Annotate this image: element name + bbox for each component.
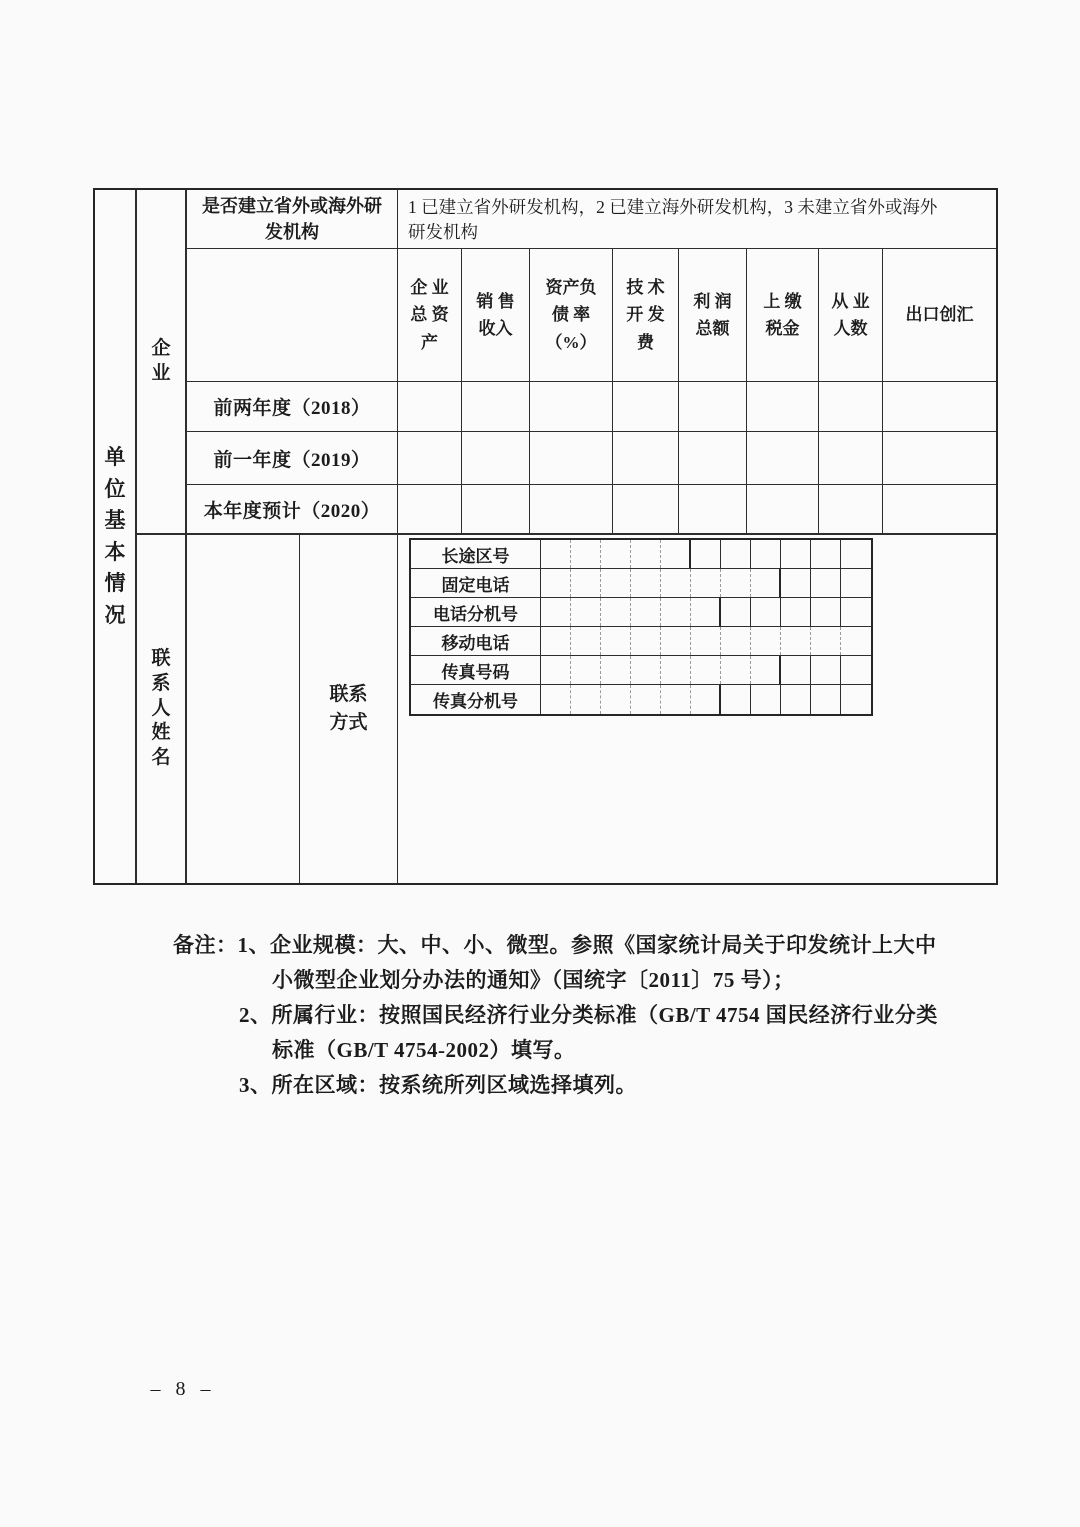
rd-institution-row <box>187 190 996 249</box>
phone-digit-cell <box>661 540 691 568</box>
year-row-label: 本年度预计（2020） <box>187 485 398 533</box>
phone-row <box>411 569 871 598</box>
phone-digit-cell <box>781 627 811 655</box>
phone-digit-cell <box>661 685 691 714</box>
data-entry-cell <box>530 432 613 484</box>
note-line: 标准（GB/T 4754-2002）填写。 <box>272 1038 576 1062</box>
phone-grid-area <box>398 535 996 883</box>
page-number: – 8 – <box>150 1378 216 1400</box>
phone-digit-cell <box>811 540 841 568</box>
phone-digit-cell <box>601 598 631 626</box>
rd-codes-cell: 1 已建立省外研发机构，2 已建立海外研发机构，3 未建立省外或海外 研发机构 <box>408 197 938 242</box>
metric-header-empty-cell <box>187 249 398 381</box>
phone-digit-cell <box>691 598 721 626</box>
year-row <box>187 382 996 432</box>
data-entry-cell <box>747 485 819 533</box>
phone-digit-cell <box>571 685 601 714</box>
phone-digit-cell <box>661 598 691 626</box>
data-entry-cell <box>462 432 530 484</box>
phone-grid <box>409 538 873 716</box>
phone-digit-cell <box>721 569 751 597</box>
phone-digit-cell <box>631 540 661 568</box>
phone-digit-cell <box>781 540 811 568</box>
note-line: 小微型企业划分办法的通知》（国统字〔2011〕75 号）； <box>272 968 795 992</box>
enterprise-section-label-cell <box>137 190 187 533</box>
phone-digit-cell <box>841 540 871 568</box>
year-row-label: 前一年度（2019） <box>187 432 398 484</box>
phone-row <box>411 656 871 685</box>
phone-digit-cell <box>811 627 841 655</box>
phone-digit-cell <box>841 685 871 714</box>
phone-digit-cell <box>571 627 601 655</box>
contact-section-label-cell <box>137 535 187 883</box>
phone-digit-cell <box>541 685 571 714</box>
phone-digit-cell <box>781 569 811 597</box>
phone-digit-cell <box>691 656 721 684</box>
phone-row <box>411 598 871 627</box>
phone-row-label: 长途区号 <box>411 540 541 568</box>
phone-row <box>411 540 871 569</box>
contact-section <box>137 535 996 883</box>
phone-digit-cell <box>751 598 781 626</box>
phone-digit-cell <box>541 540 571 568</box>
phone-row-label: 固定电话 <box>411 569 541 597</box>
phone-digit-cell <box>661 656 691 684</box>
phone-digit-cell <box>811 598 841 626</box>
phone-digit-cell <box>661 569 691 597</box>
metric-column-header: 技 术 开 发 费 <box>613 249 679 381</box>
phone-digit-cell <box>541 569 571 597</box>
phone-digit-cell <box>721 656 751 684</box>
phone-row-label: 传真分机号 <box>411 685 541 714</box>
data-entry-cell <box>398 432 462 484</box>
phone-row <box>411 685 871 714</box>
phone-digit-cell <box>751 685 781 714</box>
data-entry-cell <box>819 485 883 533</box>
data-entry-cell <box>679 485 747 533</box>
contact-section-label: 联系人姓名 <box>151 648 171 769</box>
phone-digit-cell <box>691 685 721 714</box>
phone-digit-cell <box>601 685 631 714</box>
phone-digit-cell <box>811 569 841 597</box>
enterprise-grid <box>187 190 996 533</box>
note-line: 2、所属行业：按照国民经济行业分类标准（GB/T 4754 国民经济行业分类 <box>239 1003 938 1027</box>
data-entry-cell <box>747 382 819 431</box>
phone-digit-cell <box>661 627 691 655</box>
phone-digit-cell <box>631 685 661 714</box>
data-entry-cell <box>883 432 996 484</box>
data-entry-cell <box>679 382 747 431</box>
data-entry-cell <box>883 485 996 533</box>
phone-row-label: 电话分机号 <box>411 598 541 626</box>
phone-digit-cell <box>571 598 601 626</box>
metric-header-row <box>187 249 996 382</box>
note-line: 3、所在区域：按系统所列区域选择填列。 <box>239 1073 637 1097</box>
phone-digit-cell <box>631 656 661 684</box>
phone-row <box>411 627 871 656</box>
phone-digit-cell <box>841 627 871 655</box>
phone-digit-cell <box>631 627 661 655</box>
metric-column-header: 利 润 总额 <box>679 249 747 381</box>
data-entry-cell <box>530 382 613 431</box>
phone-digit-cell <box>751 656 781 684</box>
phone-digit-cell <box>841 569 871 597</box>
phone-digit-cell <box>841 656 871 684</box>
rowgroup-column <box>95 190 137 883</box>
data-entry-cell <box>679 432 747 484</box>
phone-digit-cell <box>751 540 781 568</box>
phone-digit-cell <box>631 569 661 597</box>
metric-column-header: 上 缴 税金 <box>747 249 819 381</box>
data-entry-cell <box>530 485 613 533</box>
data-entry-cell <box>819 382 883 431</box>
metric-column-header: 资产负 债 率 （%） <box>530 249 613 381</box>
phone-digit-cell <box>541 598 571 626</box>
phone-digit-cell <box>781 598 811 626</box>
form-table <box>93 188 998 885</box>
phone-digit-cell <box>841 598 871 626</box>
data-entry-cell <box>462 382 530 431</box>
data-entry-cell <box>398 485 462 533</box>
notes <box>173 928 1018 1103</box>
metric-column-header: 企 业 总 资 产 <box>398 249 462 381</box>
phone-digit-cell <box>721 540 751 568</box>
data-entry-cell <box>613 485 679 533</box>
contact-method-label: 联系 方式 <box>300 535 398 883</box>
phone-digit-cell <box>811 685 841 714</box>
phone-digit-cell <box>571 540 601 568</box>
phone-digit-cell <box>601 656 631 684</box>
rowgroup-label: 单位基本情况 <box>104 445 126 627</box>
metric-column-header: 从 业 人数 <box>819 249 883 381</box>
data-entry-cell <box>398 382 462 431</box>
phone-digit-cell <box>601 627 631 655</box>
data-entry-cell <box>613 432 679 484</box>
phone-digit-cell <box>751 627 781 655</box>
data-entry-cell <box>613 382 679 431</box>
phone-digit-cell <box>571 656 601 684</box>
phone-digit-cell <box>691 627 721 655</box>
phone-row-label: 移动电话 <box>411 627 541 655</box>
phone-digit-cell <box>721 627 751 655</box>
phone-digit-cell <box>751 569 781 597</box>
rd-question-cell: 是否建立省外或海外研 发机构 <box>187 190 398 248</box>
phone-digit-cell <box>571 569 601 597</box>
data-entry-cell <box>883 382 996 431</box>
contact-name-entry-cell <box>187 535 300 883</box>
phone-digit-cell <box>541 627 571 655</box>
phone-digit-cell <box>601 540 631 568</box>
phone-digit-cell <box>601 569 631 597</box>
phone-digit-cell <box>541 656 571 684</box>
phone-row-label: 传真号码 <box>411 656 541 684</box>
phone-digit-cell <box>631 598 661 626</box>
phone-digit-cell <box>811 656 841 684</box>
enterprise-section <box>137 190 996 535</box>
phone-digit-cell <box>781 685 811 714</box>
metric-column-header: 出口创汇 <box>905 305 974 325</box>
year-row <box>187 485 996 533</box>
metric-column-header: 销 售 收入 <box>462 249 530 381</box>
note-line: 备注：1、企业规模：大、中、小、微型。参照《国家统计局关于印发统计上大中 <box>173 933 937 957</box>
year-rows <box>187 382 996 533</box>
enterprise-section-label: 企业 <box>151 337 171 384</box>
data-entry-cell <box>819 432 883 484</box>
year-row <box>187 432 996 485</box>
table-main <box>137 190 996 883</box>
phone-digit-cell <box>721 598 751 626</box>
phone-digit-cell <box>781 656 811 684</box>
year-row-label: 前两年度（2018） <box>187 382 398 431</box>
data-entry-cell <box>747 432 819 484</box>
phone-digit-cell <box>721 685 751 714</box>
data-entry-cell <box>462 485 530 533</box>
phone-digit-cell <box>691 540 721 568</box>
phone-digit-cell <box>691 569 721 597</box>
